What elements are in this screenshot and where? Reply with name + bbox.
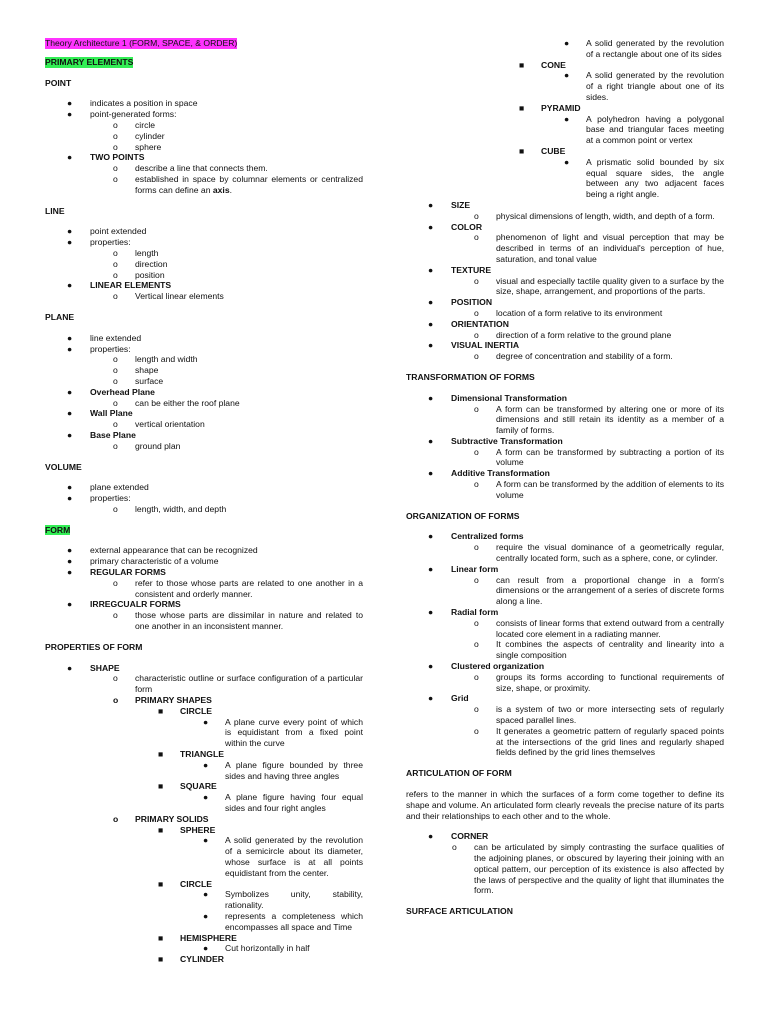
plane-heading: PLANE	[45, 311, 75, 322]
list-item: o A form can be transformed by subtracting a portion of its volume	[474, 446, 724, 468]
list-item: o PRIMARY SHAPES	[113, 695, 212, 706]
list-item: ■ SPHERE	[158, 824, 216, 835]
surface-articulation-heading: SURFACE ARTICULATION	[406, 906, 513, 917]
list-item: o cylinder	[113, 130, 165, 141]
list-item: ● Radial form	[428, 607, 499, 618]
list-item: ● properties:	[67, 493, 131, 504]
list-item: ● Overhead Plane	[67, 386, 155, 397]
list-item: ● Subtractive Transformation	[428, 435, 563, 446]
list-item: o length, width, and depth	[113, 503, 227, 514]
plane-list	[45, 333, 363, 452]
list-item: o can result from a proportional change in a form's dimensions or the arrangement of a series of discrete forms along a line.	[474, 574, 724, 607]
list-item: o length and width	[113, 354, 198, 365]
list-item: ■ CUBE	[519, 145, 566, 156]
list-item: ● Clustered organization	[428, 661, 545, 672]
line-heading: LINE	[45, 205, 65, 216]
list-item: ● Base Plane	[67, 429, 136, 440]
list-item: ● external appearance that can be recognized	[67, 545, 258, 556]
list-item: ■ SQUARE	[158, 781, 217, 792]
list-item: ● line extended	[67, 332, 142, 343]
point-heading: POINT	[45, 77, 72, 88]
list-item: o can be either the roof plane	[113, 397, 240, 408]
list-item: ● Linear form	[428, 563, 499, 574]
list-item: ● SIZE	[428, 199, 471, 210]
list-item: ● Dimensional Transformation	[428, 392, 568, 403]
list-item: ● A solid generated by the revolution of a right triangle about one of its sides.	[564, 70, 724, 102]
list-item: ● represents a completeness which encompasses all space and Time	[203, 910, 363, 932]
articulation-paragraph: refers to the manner in which the surfaces of a form come together to define its shape and volume. An articulated form clearly reveals the precise nature of its parts and their relationships to each other and to the whole.	[406, 789, 724, 821]
list-item: ● Symbolizes unity, stability, rationality.	[203, 889, 363, 911]
list-item: ● IRREGCUALR FORMS	[67, 599, 181, 610]
list-item: ● Wall Plane	[67, 408, 133, 419]
list-item: o circle	[113, 119, 156, 130]
list-item: o position	[113, 269, 165, 280]
organization-list	[406, 531, 724, 758]
form-list	[45, 545, 363, 631]
list-item: o physical dimensions of length, width, and depth of a form.	[474, 210, 715, 221]
list-item: ■ CYLINDER	[158, 954, 224, 965]
list-item: ● point extended	[67, 226, 147, 237]
volume-list	[45, 482, 363, 514]
list-item: ● Additive Transformation	[428, 468, 550, 479]
list-item: o surface	[113, 375, 164, 386]
list-item: o consists of linear forms that extend outward from a centrally located core element in a radiating manner.	[474, 617, 724, 639]
list-item: ■ PYRAMID	[519, 102, 581, 113]
list-item: ● Centralized forms	[428, 531, 524, 542]
list-item: ● properties:	[67, 237, 131, 248]
point-list	[45, 98, 363, 195]
document-title: Theory Architecture 1 (FORM, SPACE, & ORDER)	[45, 38, 238, 48]
list-item: o direction	[113, 258, 168, 269]
list-item: ● point-generated forms:	[67, 109, 177, 120]
left-column	[45, 38, 363, 965]
transformation-heading: TRANSFORMATION OF FORMS	[406, 371, 535, 382]
solids-continued-list	[406, 38, 724, 362]
list-item: ● POSITION	[428, 297, 493, 308]
list-item: ● A solid generated by the revolution of a rectangle about one of its sides	[564, 38, 724, 59]
list-item: ● SHAPE	[67, 662, 120, 673]
list-item: o require the visual dominance of a geometrically regular, centrally located form, such as a sphere, cone, or cylinder.	[474, 542, 724, 564]
list-item: o location of a form relative to its environment	[474, 307, 663, 318]
list-item: o Vertical linear elements	[113, 291, 224, 302]
list-item: ● properties:	[67, 343, 131, 354]
properties-heading: PROPERTIES OF FORM	[45, 641, 143, 652]
list-item: o sphere	[113, 141, 162, 152]
list-item: ● plane extended	[67, 482, 149, 493]
list-item: ● ORIENTATION	[428, 318, 509, 329]
list-item: o length	[113, 247, 159, 258]
list-item: o direction of a form relative to the ground plane	[474, 329, 672, 340]
list-item: ● A solid generated by the revolution of a semicircle about its diameter, whose surface is at all points equidistant from the center.	[203, 835, 363, 878]
list-item: o those whose parts are dissimilar in nature and related to one another in an inconsistent manner.	[113, 610, 363, 632]
list-item: o established in space by columnar elements or centralized forms can define an axis.	[113, 173, 363, 195]
primary-elements-heading: PRIMARY ELEMENTS	[45, 56, 134, 67]
list-item: ● A prismatic solid bounded by six equal square sides, the angle between any two adjacent faces being a right angle.	[564, 156, 724, 200]
right-column	[406, 38, 724, 927]
list-item: ● A polyhedron having a polygonal base and triangular faces meeting at a common point or vertex	[564, 113, 724, 146]
list-item: ● CORNER	[428, 831, 489, 842]
list-item: ■ CONE	[519, 59, 566, 70]
line-list	[45, 226, 363, 302]
list-item: o shape	[113, 365, 159, 376]
list-item: o PRIMARY SOLIDS	[113, 813, 209, 824]
list-item: ● Cut horizontally in half	[203, 943, 310, 954]
list-item: o It combines the aspects of centrality and linearity into a single composition	[474, 639, 724, 661]
properties-list	[45, 663, 363, 965]
list-item: o phenomenon of light and visual perception that may be described in terms of an individual's perception of hue, saturation, and tonal value	[474, 232, 724, 264]
list-item: o characteristic outline or surface configuration of a particular form	[113, 673, 363, 695]
list-item: ■ CIRCLE	[158, 705, 212, 716]
organization-heading: ORGANIZATION OF FORMS	[406, 510, 520, 521]
list-item: o refer to those whose parts are related to one another in a consistent and orderly manner.	[113, 577, 363, 599]
list-item: ● A plane curve every point of which is equidistant from a fixed point within the curve	[203, 716, 363, 749]
transformation-list	[406, 393, 724, 501]
volume-heading: VOLUME	[45, 461, 82, 472]
list-item: o can be articulated by simply contrasting the surface qualities of the adjoining planes, or obscured by layering their joining with an optical pattern, our perception of its existence is also affected by the laws of perspective and the quality of light that illuminates the form.	[452, 842, 724, 896]
list-item: o vertical orientation	[113, 419, 205, 430]
list-item: ● REGULAR FORMS	[67, 567, 166, 578]
list-item: ● TWO POINTS	[67, 152, 145, 163]
list-item: o ground plan	[113, 440, 181, 451]
list-item: ● TEXTURE	[428, 264, 492, 275]
list-item: o groups its forms according to functional requirements of size, shape, or proximity.	[474, 671, 724, 693]
list-item: o describe a line that connects them.	[113, 163, 268, 174]
list-item: ■ HEMISPHERE	[158, 932, 237, 943]
list-item: ■ TRIANGLE	[158, 749, 224, 760]
list-item: o visual and especially tactile quality given to a surface by the size, shape, arrangement, and proportions of the parts.	[474, 275, 724, 297]
list-item: o A form can be transformed by altering one or more of its dimensions and still retain its identity as a member of a family of forms.	[474, 403, 724, 436]
list-item: ● A plane figure bounded by three sides and having three angles	[203, 759, 363, 781]
list-item: o degree of concentration and stability of a form.	[474, 351, 673, 362]
list-item: ● A plane figure having four equal sides and four right angles	[203, 792, 363, 814]
articulation-heading: ARTICULATION OF FORM	[406, 768, 512, 779]
list-item: ■ CIRCLE	[158, 878, 212, 889]
list-item: o It generates a geometric pattern of regularly spaced points at the intersections of the grid lines and regularly shaped fields defined by the grid lines themselves	[474, 725, 724, 758]
form-heading: FORM	[45, 524, 71, 535]
list-item: ● COLOR	[428, 221, 483, 232]
articulation-list	[406, 831, 724, 896]
list-item: ● VISUAL INERTIA	[428, 340, 520, 351]
list-item: ● LINEAR ELEMENTS	[67, 280, 172, 291]
list-item: o A form can be transformed by the addition of elements to its volume	[474, 479, 724, 500]
list-item: ● Grid	[428, 693, 469, 704]
list-item: ● indicates a position in space	[67, 98, 198, 109]
list-item: o is a system of two or more intersecting sets of regularly spaced parallel lines.	[474, 704, 724, 726]
list-item: ● primary characteristic of a volume	[67, 556, 219, 567]
